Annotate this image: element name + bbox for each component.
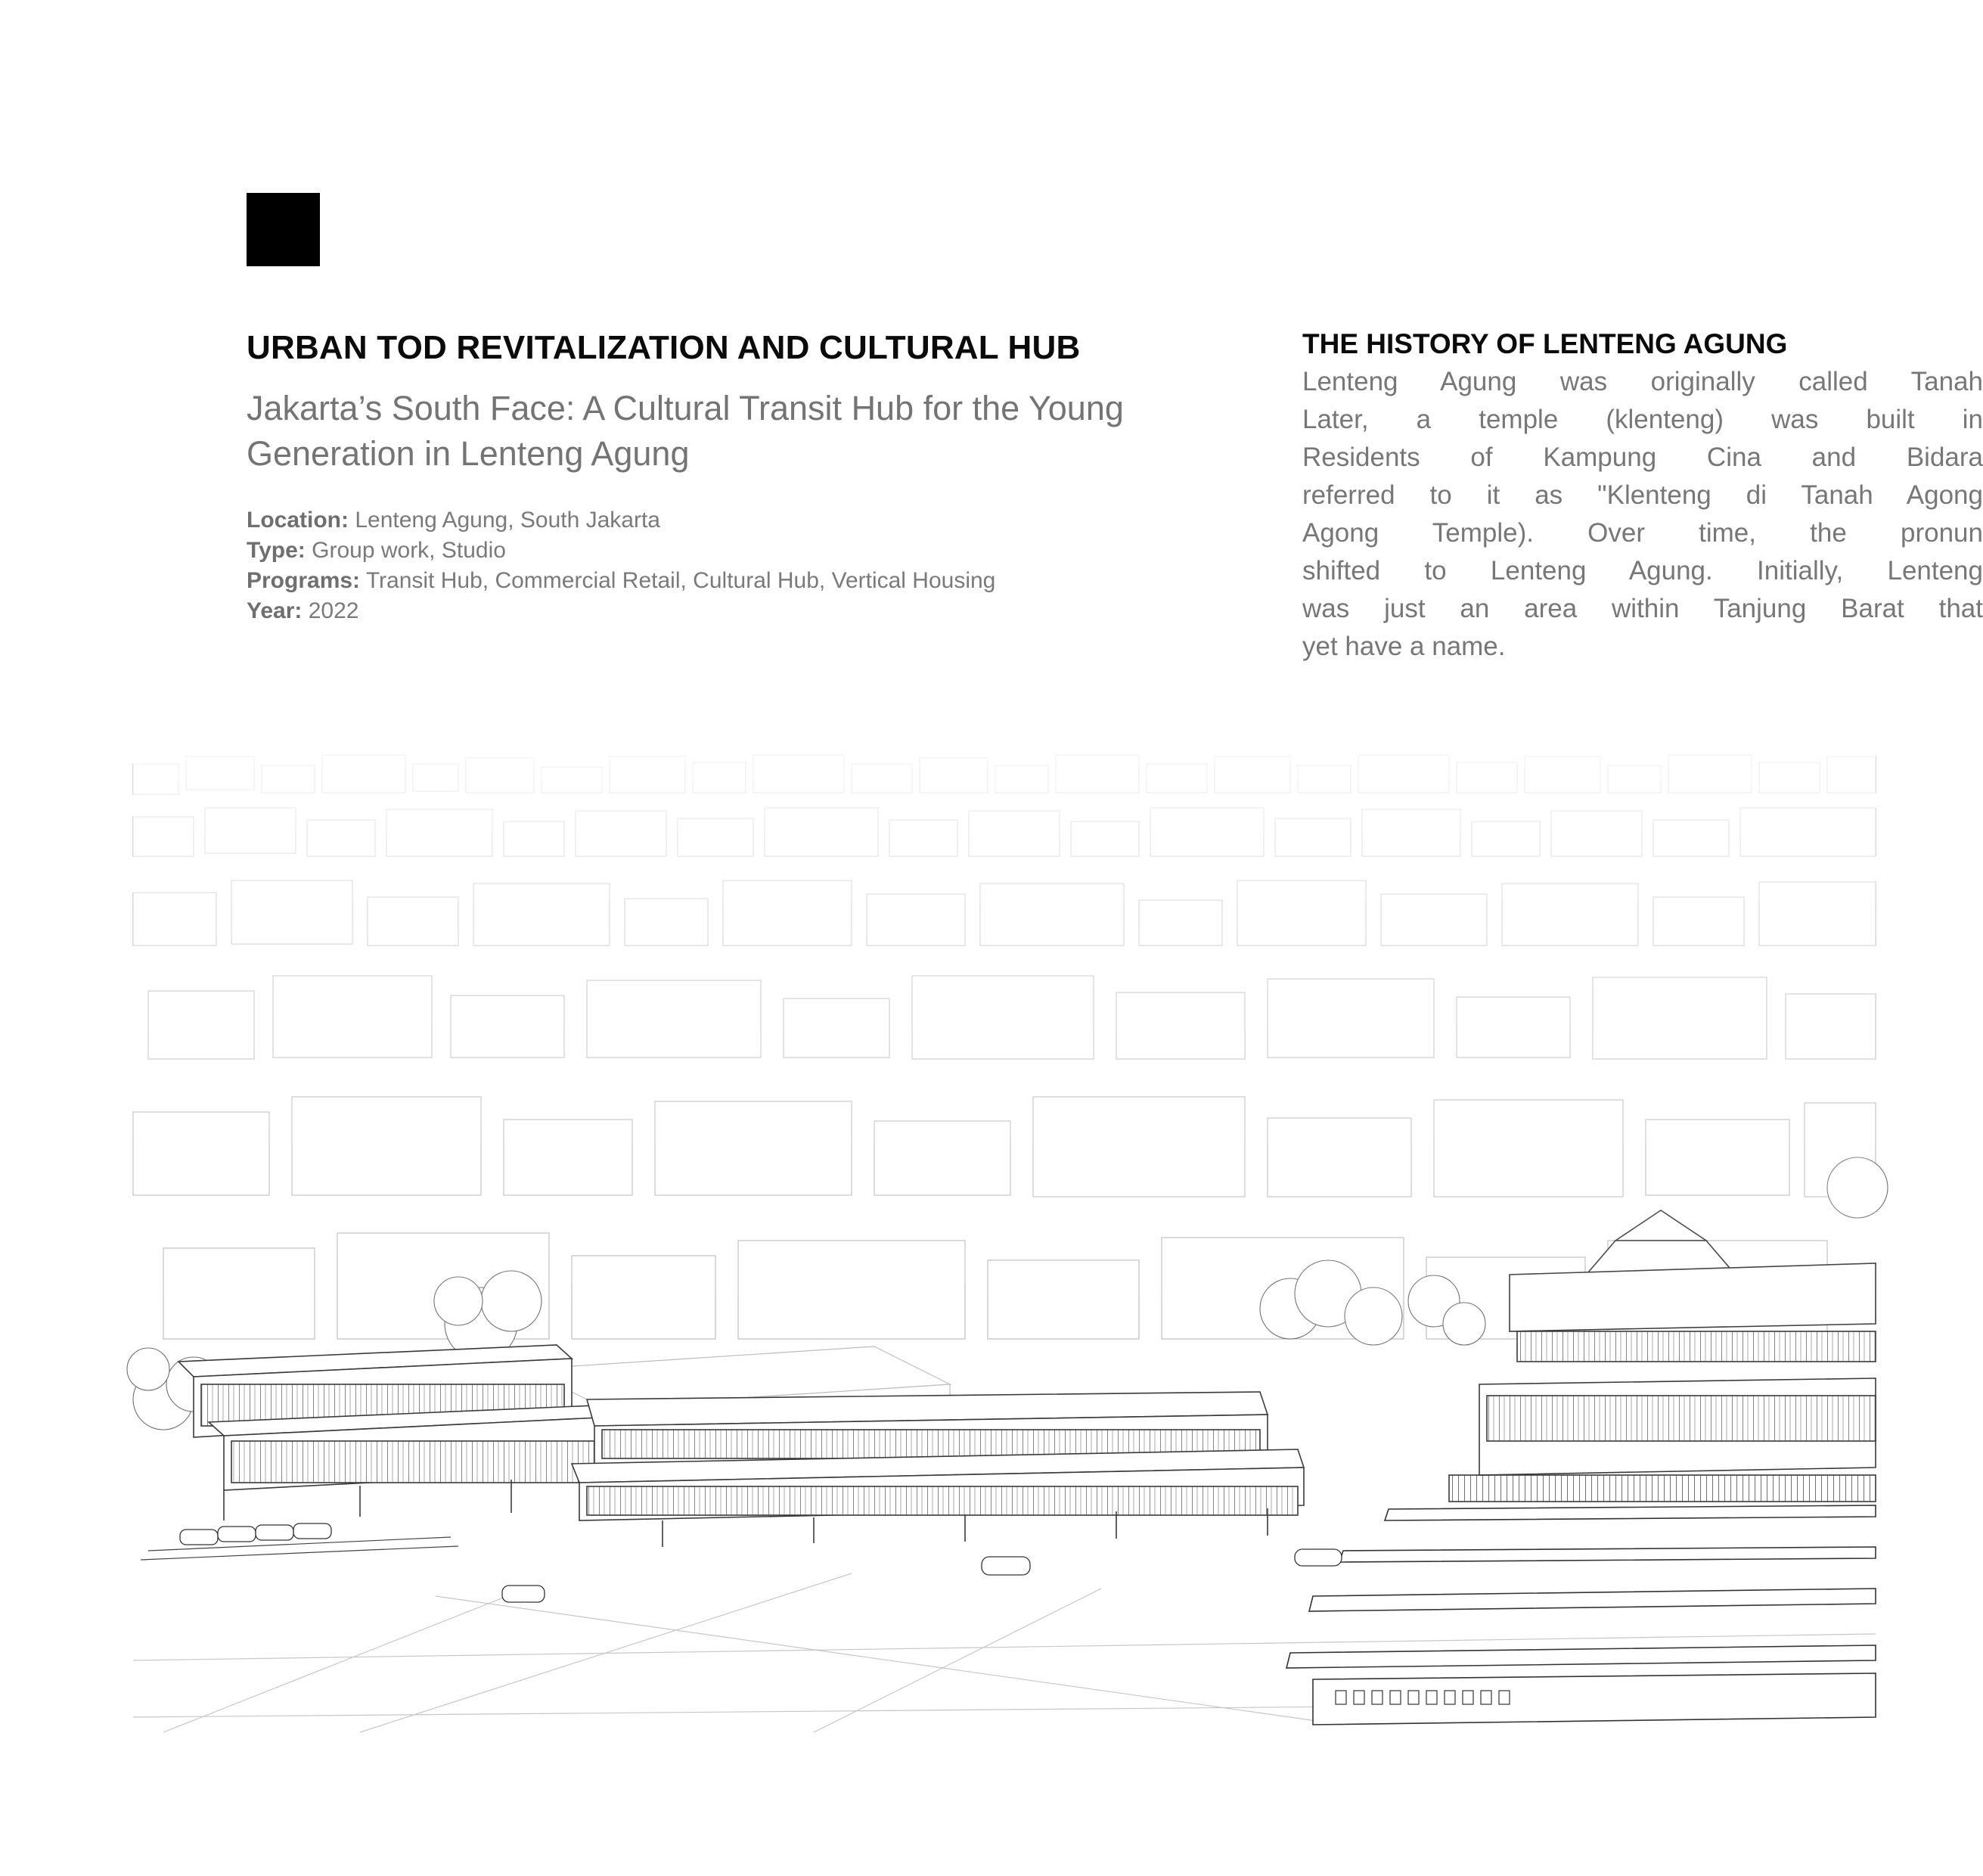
project-title: URBAN TOD REVITALIZATION AND CULTURAL HUB (247, 329, 1081, 366)
project-meta (247, 505, 1154, 626)
aerial-perspective-render (133, 719, 1876, 1747)
history-section (1302, 325, 1983, 666)
project-info (247, 325, 1154, 626)
meta-year-value: 2022 (302, 598, 359, 623)
history-line: Later, a temple (klenteng) was built in (1302, 405, 1983, 434)
meta-year (247, 596, 1154, 626)
meta-programs (247, 566, 1154, 596)
meta-location-value: Lenteng Agung, South Jakarta (349, 508, 660, 533)
haze-overlay (133, 719, 1876, 1747)
meta-type-label: Type: (247, 538, 306, 563)
history-line: yet have a name. (1302, 632, 1506, 661)
history-line: Agong Temple). Over time, the pronun (1302, 518, 1983, 548)
meta-type (247, 536, 1154, 566)
history-line: Lenteng Agung was originally called Tanah (1302, 367, 1983, 396)
meta-location-label: Location: (247, 508, 349, 533)
history-title: THE HISTORY OF LENTENG AGUNG (1302, 328, 1788, 359)
history-line: Residents of Kampung Cina and Bidara (1302, 443, 1983, 472)
meta-programs-value: Transit Hub, Commercial Retail, Cultural Hub, Vertical Housing (360, 568, 996, 593)
meta-location (247, 505, 1154, 536)
history-line: was just an area within Tanjung Barat that (1302, 594, 1983, 623)
black-square-icon (247, 193, 320, 266)
meta-programs-label: Programs: (247, 568, 361, 593)
project-subtitle: Jakarta’s South Face: A Cultural Transit Hub for the Young Generation in Lenteng Agung (247, 389, 1124, 473)
history-line: shifted to Lenteng Agung. Initially, Lenteng (1302, 556, 1983, 585)
history-line: referred to it as "Klenteng di Tanah Agong (1302, 480, 1983, 510)
meta-type-value: Group work, Studio (305, 538, 506, 563)
meta-year-label: Year: (247, 598, 303, 623)
